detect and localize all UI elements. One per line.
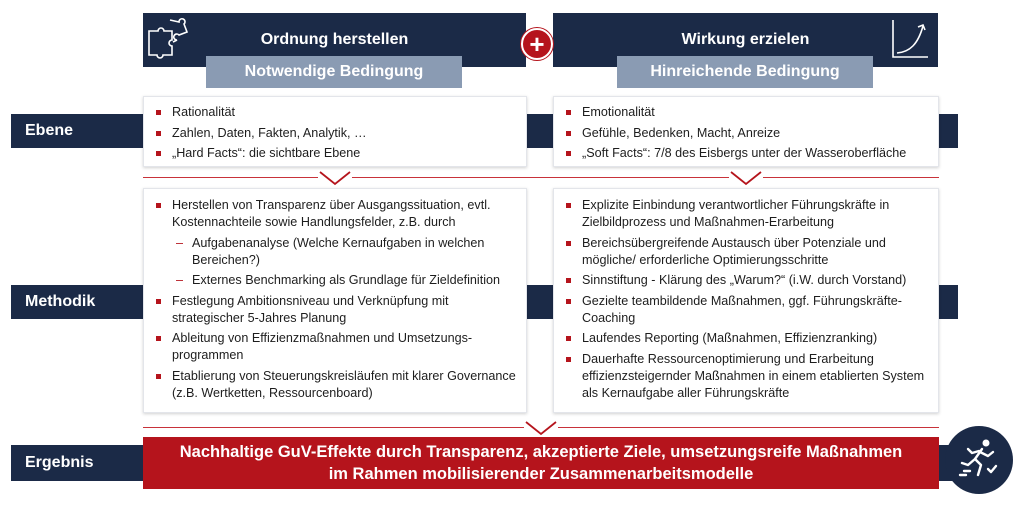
ebene-right-box xyxy=(553,96,939,167)
ebene-left-box xyxy=(143,96,527,167)
right-subheader xyxy=(617,56,873,88)
list-item: Festlegung Ambitionsniveau und Verknüpfung mit strategischer 5-Jahres Planung xyxy=(150,293,520,327)
methodik-right-list xyxy=(560,197,932,402)
result-banner xyxy=(143,437,939,489)
runner-icon xyxy=(944,425,1014,495)
chevron-down-icon xyxy=(729,170,763,186)
list-subitem: – Externes Benchmarking als Grundlage für Zieldefinition xyxy=(176,273,501,288)
list-item: Herstellen von Transparenz über Ausgangssituation, evtl. Kostennachteile sowie Handlungsfelder, z.B. durch xyxy=(150,197,520,231)
row-label-methodik: Methodik xyxy=(25,293,96,310)
growth-chart-icon xyxy=(890,18,930,60)
methodik-right-box xyxy=(553,188,939,413)
row-label-ergebnis: Ergebnis xyxy=(25,454,94,471)
chevron-down-icon xyxy=(524,420,558,436)
separator-line-1 xyxy=(143,177,939,178)
list-subitem: – Aufgabenanalyse (Welche Kernaufgaben in welchen Bereichen?) xyxy=(176,235,485,267)
left-header-title: Ordnung herstellen xyxy=(260,31,409,48)
list-item: Bereichsübergreifende Austausch über Potenziale und mögliche/ erforderliche Optimierungsschritte xyxy=(560,235,932,269)
list-item: Etablierung von Steuerungskreisläufen mit klarer Governance (z.B. Wertketten, Ressourcenboard) xyxy=(150,368,520,402)
list-item: „Hard Facts“: die sichtbare Ebene xyxy=(150,145,520,162)
puzzle-icon xyxy=(146,17,188,63)
right-header-title: Wirkung erzielen xyxy=(681,31,810,48)
plus-icon: + xyxy=(521,28,553,60)
methodik-left-box xyxy=(143,188,527,413)
list-item: Dauerhafte Ressourcenoptimierung und Erarbeitung effizienzsteigernder Maßnahmen in einem etablierten System als Kernaufgabe aller Führungskräfte xyxy=(560,351,932,402)
left-subheader-text: Notwendige Bedingung xyxy=(244,63,424,80)
list-item: Laufendes Reporting (Maßnahmen, Effizienzranking) xyxy=(560,330,932,347)
right-subheader-text: Hinreichende Bedingung xyxy=(650,63,840,80)
methodik-left-list xyxy=(150,197,520,402)
list-item: Ableitung von Effizienzmaßnahmen und Umsetzungs-programmen xyxy=(150,330,520,364)
ebene-left-list xyxy=(150,104,520,162)
list-item: Explizite Einbindung verantwortlicher Führungskräfte in Zielbildprozess und Maßnahmen-Erarbeitung xyxy=(560,197,932,231)
list-item: „Soft Facts“: 7/8 des Eisbergs unter der Wasseroberfläche xyxy=(560,145,932,162)
left-subheader xyxy=(206,56,462,88)
result-line-1: Nachhaltige GuV-Effekte durch Transparenz, akzeptierte Ziele, umsetzungsreife Maßnahmen xyxy=(179,443,903,461)
list-item: Emotionalität xyxy=(560,104,932,121)
list-item: Sinnstiftung - Klärung des „Warum?“ (i.W. durch Vorstand) xyxy=(560,272,932,289)
row-label-ebene: Ebene xyxy=(25,122,74,139)
result-line-2: im Rahmen mobilisierender Zusammenarbeitsmodelle xyxy=(328,465,754,483)
chevron-down-icon xyxy=(318,170,352,186)
list-item: Zahlen, Daten, Fakten, Analytik, … xyxy=(150,125,520,142)
ebene-right-list xyxy=(560,104,932,162)
list-item: Gezielte teambildende Maßnahmen, ggf. Führungskräfte-Coaching xyxy=(560,293,932,327)
list-item: Gefühle, Bedenken, Macht, Anreize xyxy=(560,125,932,142)
list-item: Rationalität xyxy=(150,104,520,121)
